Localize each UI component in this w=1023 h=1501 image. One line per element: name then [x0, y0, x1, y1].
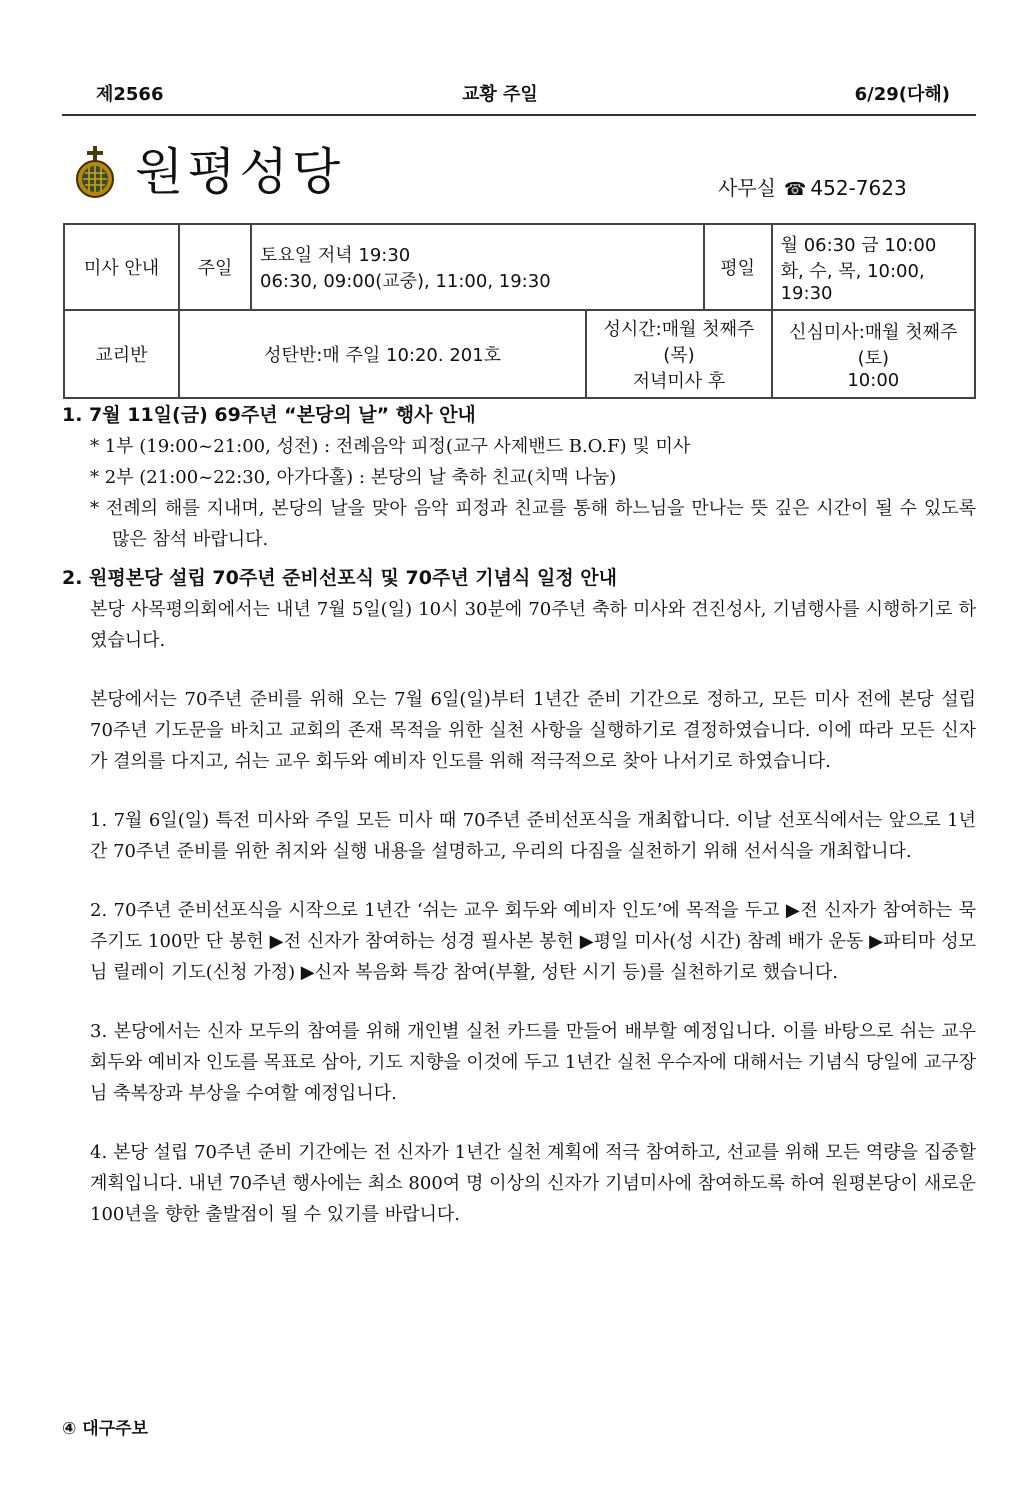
weekday-times	[772, 224, 975, 310]
weekday-times-line1: 월 06:30 금 10:00	[780, 234, 937, 256]
sunday-label: 주일	[179, 224, 251, 310]
devotion-mass-line2: 10:00	[847, 369, 900, 391]
section-2-title: 2. 원평본당 설립 70주년 준비선포식 및 70주년 기념식 일정 안내	[62, 567, 617, 589]
sunday-times-line1: 토요일 저녁 19:30	[260, 245, 411, 266]
church-logo-icon	[72, 146, 118, 198]
office-contact	[718, 172, 907, 201]
telephone-icon: ☎	[783, 179, 807, 200]
office-label: 사무실	[718, 176, 776, 200]
section-1-bullet: * 1부 (19:00~21:00, 성전) : 전례음악 피정(교구 사제밴드 B.O.F) 및 미사	[90, 436, 691, 457]
weekday-label: 평일	[704, 224, 772, 310]
section-2-paragraph: 2. 70주년 준비선포식을 시작으로 1년간 ‘쉬는 교우 회두와 예비자 인도’에 목적을 두고 ▶전 신자가 참여하는 묵주기도 100만 단 봉헌 ▶전 신자가 참여하는 성경 필사본 봉헌 ▶평일 미사(성 시간) 참례 배가 운동 ▶파티마 성모님 릴레이 기도(신청 가정) ▶신자 복음화 특강 참여(부활, 성탄 시기 등)를 실천하기로 했습니다.	[90, 900, 976, 983]
sunday-title: 교황 주일	[462, 84, 538, 105]
page-footer: ④ 대구주보	[62, 1419, 148, 1439]
issue-number: 제2566	[96, 84, 164, 105]
section-2-paragraph: 본당 사목평의회에서는 내년 7월 5일(일) 10시 30분에 70주년 축하 미사와 견진성사, 기념행사를 시행하기로 하였습니다.	[90, 599, 976, 651]
section-1-bullet: * 2부 (21:00~22:30, 아가다홀) : 본당의 날 축하 친교(치맥 나눔)	[90, 467, 617, 488]
bulletin-date: 6/29(다해)	[854, 84, 950, 105]
holy-hour-line2: 저녁미사 후	[632, 371, 726, 392]
section-1-title: 1. 7월 11일(금) 69주년 “본당의 날” 행사 안내	[62, 404, 476, 426]
sunday-times	[251, 224, 704, 310]
holy-hour	[586, 310, 771, 398]
section-2-paragraph: 3. 본당에서는 신자 모두의 참여를 위해 개인별 실천 카드를 만들어 배부할 예정입니다. 이를 바탕으로 쉬는 교우 회두와 예비자 인도를 목표로 삼아, 기도 지향을 이것에 두고 1년간 실천 우수자에 대해서는 기념식 당일에 교구장님 축복장과 부상을 수여할 예정입니다.	[90, 1021, 976, 1104]
section-2-paragraph: 본당에서는 70주년 준비를 위해 오는 7월 6일(일)부터 1년간 준비 기간으로 정하고, 모든 미사 전에 본당 설립 70주년 기도문을 바치고 교회의 존재 목적을 위한 실천 사항을 실행하기로 결정하였습니다. 이에 따라 모든 신자가 결의를 다지고, 쉬는 교우 회두와 예비자 인도를 위해 적극적으로 찾아 나서기로 하였습니다.	[90, 689, 976, 772]
weekday-times-line2: 화, 수, 목, 10:00, 19:30	[780, 260, 925, 304]
schedule-table	[63, 223, 976, 399]
bulletin-header	[62, 76, 976, 116]
church-name: 원평성당	[135, 143, 345, 201]
catechism-value: 성탄반:매 주일 10:20. 201호	[179, 310, 586, 398]
section-2-paragraph: 4. 본당 설립 70주년 준비 기간에는 전 신자가 1년간 실천 계획에 적극 참여하고, 선교를 위해 모든 역량을 집중할 계획입니다. 내년 70주년 행사에는 최소 800여 명 이상의 신자가 기념미사에 참여하도록 하여 원평본당이 새로운 100년을 향한 출발점이 될 수 있기를 바랍니다.	[90, 1142, 976, 1225]
catechism-label: 교리반	[64, 310, 179, 398]
announcements	[62, 400, 976, 1230]
devotion-mass	[772, 310, 975, 398]
section-2-paragraph: 1. 7월 6일(일) 특전 미사와 주일 모든 미사 때 70주년 준비선포식을 개최합니다. 이날 선포식에서는 앞으로 1년간 70주년 준비를 위한 취지와 실행 내용을 설명하고, 우리의 다짐을 실천하기 위해 선서식을 개최합니다.	[90, 810, 976, 862]
sunday-times-line2: 06:30, 09:00(교중), 11:00, 19:30	[260, 271, 551, 292]
holy-hour-line1: 성시간:매월 첫째주(목)	[603, 319, 755, 366]
section-1-bullet: * 전례의 해를 지내며, 본당의 날을 맞아 음악 피정과 친교를 통해 하느님을 만나는 뜻 깊은 시간이 될 수 있도록 많은 참석 바랍니다.	[90, 498, 976, 550]
devotion-mass-line1: 신심미사:매월 첫째주(토)	[789, 321, 958, 369]
mass-label: 미사 안내	[64, 224, 179, 310]
office-phone: 452-7623	[810, 176, 907, 200]
